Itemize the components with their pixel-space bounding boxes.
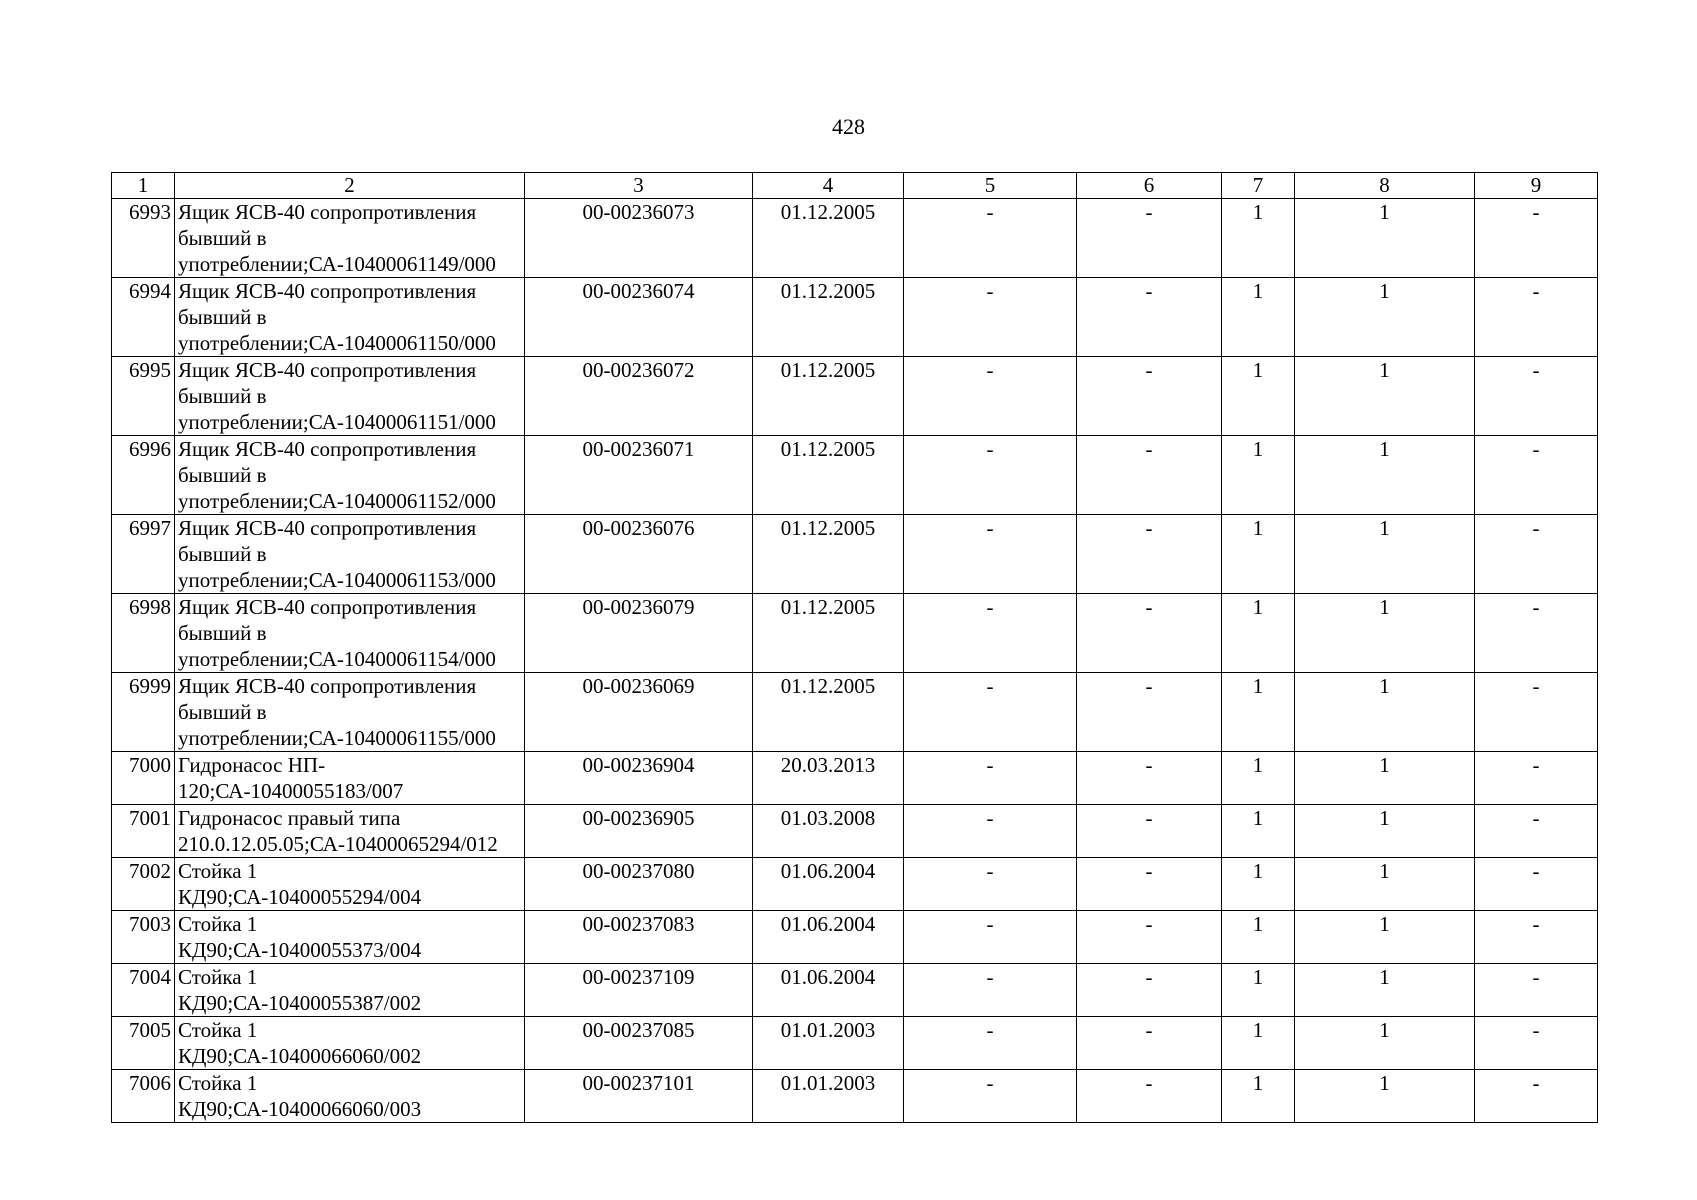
item-name-line: Ящик ЯСВ-40 сопропротивления	[178, 595, 477, 619]
row-number-cell: 6995	[112, 357, 175, 436]
item-name-line: Ящик ЯСВ-40 сопропротивления	[178, 200, 477, 224]
column-6-cell: -	[1077, 858, 1222, 911]
inventory-number-cell: 00-00236073	[525, 199, 753, 278]
row-number-cell: 6993	[112, 199, 175, 278]
column-9-cell: -	[1475, 515, 1598, 594]
item-name-line: Стойка 1	[178, 1071, 258, 1095]
item-name-line: Ящик ЯСВ-40 сопропротивления	[178, 674, 477, 698]
table-body	[112, 199, 1598, 1123]
date-cell: 01.12.2005	[753, 357, 904, 436]
column-5-cell: -	[904, 673, 1077, 752]
column-6-cell: -	[1077, 752, 1222, 805]
column-6-cell: -	[1077, 1070, 1222, 1123]
inventory-number-cell: 00-00237080	[525, 858, 753, 911]
column-5-cell: -	[904, 199, 1077, 278]
column-9-cell: -	[1475, 673, 1598, 752]
inventory-number-cell: 00-00236071	[525, 436, 753, 515]
item-name-cell	[175, 1070, 525, 1123]
table-row	[112, 911, 1598, 964]
column-8-cell: 1	[1295, 1070, 1475, 1123]
column-7-cell: 1	[1222, 752, 1295, 805]
column-header-5: 5	[904, 173, 1077, 199]
row-number-cell: 6999	[112, 673, 175, 752]
inventory-number-cell: 00-00236904	[525, 752, 753, 805]
column-8-cell: 1	[1295, 278, 1475, 357]
column-8-cell: 1	[1295, 673, 1475, 752]
registry-table	[111, 172, 1598, 1123]
column-header-2: 2	[175, 173, 525, 199]
column-6-cell: -	[1077, 436, 1222, 515]
column-9-cell: -	[1475, 357, 1598, 436]
table-row	[112, 278, 1598, 357]
row-number-cell: 7001	[112, 805, 175, 858]
row-number-cell: 6996	[112, 436, 175, 515]
column-5-cell: -	[904, 436, 1077, 515]
column-8-cell: 1	[1295, 594, 1475, 673]
column-5-cell: -	[904, 278, 1077, 357]
item-name-line: бывший в	[178, 384, 267, 408]
item-name-line: КД90;СА-10400055373/004	[178, 938, 422, 962]
column-7-cell: 1	[1222, 805, 1295, 858]
column-8-cell: 1	[1295, 911, 1475, 964]
item-name-line: употреблении;СА-10400061152/000	[178, 489, 496, 513]
column-9-cell: -	[1475, 594, 1598, 673]
row-number-cell: 7000	[112, 752, 175, 805]
column-7-cell: 1	[1222, 357, 1295, 436]
column-header-1: 1	[112, 173, 175, 199]
date-cell: 01.01.2003	[753, 1070, 904, 1123]
inventory-number-cell: 00-00236069	[525, 673, 753, 752]
item-name-line: Ящик ЯСВ-40 сопропротивления	[178, 437, 477, 461]
item-name-line: КД90;СА-10400055294/004	[178, 885, 422, 909]
column-6-cell: -	[1077, 1017, 1222, 1070]
item-name-line: КД90;СА-10400066060/003	[178, 1097, 422, 1121]
column-8-cell: 1	[1295, 805, 1475, 858]
row-number-cell: 6994	[112, 278, 175, 357]
column-6-cell: -	[1077, 515, 1222, 594]
column-9-cell: -	[1475, 858, 1598, 911]
inventory-number-cell: 00-00236905	[525, 805, 753, 858]
column-8-cell: 1	[1295, 515, 1475, 594]
table-row	[112, 752, 1598, 805]
column-8-cell: 1	[1295, 357, 1475, 436]
column-7-cell: 1	[1222, 436, 1295, 515]
item-name-cell	[175, 1017, 525, 1070]
item-name-cell	[175, 357, 525, 436]
table-row	[112, 357, 1598, 436]
column-header-4: 4	[753, 173, 904, 199]
date-cell: 01.12.2005	[753, 515, 904, 594]
column-header-6: 6	[1077, 173, 1222, 199]
column-header-7: 7	[1222, 173, 1295, 199]
item-name-line: Ящик ЯСВ-40 сопропротивления	[178, 279, 477, 303]
row-number-cell: 7002	[112, 858, 175, 911]
item-name-line: Стойка 1	[178, 1018, 258, 1042]
table-row	[112, 515, 1598, 594]
column-7-cell: 1	[1222, 911, 1295, 964]
inventory-number-cell: 00-00236074	[525, 278, 753, 357]
column-8-cell: 1	[1295, 858, 1475, 911]
table-row	[112, 436, 1598, 515]
table-row	[112, 594, 1598, 673]
column-header-8: 8	[1295, 173, 1475, 199]
table-row	[112, 199, 1598, 278]
inventory-number-cell: 00-00237085	[525, 1017, 753, 1070]
item-name-line: употреблении;СА-10400061154/000	[178, 647, 496, 671]
column-5-cell: -	[904, 594, 1077, 673]
item-name-line: КД90;СА-10400055387/002	[178, 991, 422, 1015]
item-name-line: употреблении;СА-10400061151/000	[178, 410, 496, 434]
item-name-cell	[175, 199, 525, 278]
inventory-number-cell: 00-00237109	[525, 964, 753, 1017]
column-7-cell: 1	[1222, 1070, 1295, 1123]
column-5-cell: -	[904, 964, 1077, 1017]
table-row	[112, 1017, 1598, 1070]
item-name-line: КД90;СА-10400066060/002	[178, 1044, 422, 1068]
column-5-cell: -	[904, 858, 1077, 911]
item-name-cell	[175, 673, 525, 752]
item-name-line: употреблении;СА-10400061150/000	[178, 331, 496, 355]
inventory-number-cell: 00-00237083	[525, 911, 753, 964]
item-name-line: бывший в	[178, 621, 267, 645]
column-9-cell: -	[1475, 436, 1598, 515]
item-name-line: бывший в	[178, 305, 267, 329]
date-cell: 01.06.2004	[753, 858, 904, 911]
inventory-number-cell: 00-00236072	[525, 357, 753, 436]
row-number-cell: 7006	[112, 1070, 175, 1123]
column-6-cell: -	[1077, 594, 1222, 673]
item-name-line: Ящик ЯСВ-40 сопропротивления	[178, 358, 477, 382]
date-cell: 01.12.2005	[753, 436, 904, 515]
column-6-cell: -	[1077, 805, 1222, 858]
date-cell: 01.12.2005	[753, 594, 904, 673]
item-name-cell	[175, 805, 525, 858]
column-6-cell: -	[1077, 357, 1222, 436]
item-name-line: 120;СА-10400055183/007	[178, 779, 404, 803]
item-name-line: Ящик ЯСВ-40 сопропротивления	[178, 516, 477, 540]
item-name-line: употреблении;СА-10400061153/000	[178, 568, 496, 592]
item-name-line: бывший в	[178, 226, 267, 250]
item-name-cell	[175, 594, 525, 673]
date-cell: 01.06.2004	[753, 964, 904, 1017]
item-name-line: употреблении;СА-10400061149/000	[178, 252, 496, 276]
column-9-cell: -	[1475, 964, 1598, 1017]
date-cell: 01.12.2005	[753, 278, 904, 357]
column-7-cell: 1	[1222, 964, 1295, 1017]
date-cell: 01.12.2005	[753, 673, 904, 752]
column-6-cell: -	[1077, 199, 1222, 278]
table-row	[112, 858, 1598, 911]
inventory-number-cell: 00-00236076	[525, 515, 753, 594]
column-6-cell: -	[1077, 673, 1222, 752]
column-9-cell: -	[1475, 911, 1598, 964]
column-header-9: 9	[1475, 173, 1598, 199]
date-cell: 20.03.2013	[753, 752, 904, 805]
inventory-number-cell: 00-00236079	[525, 594, 753, 673]
date-cell: 01.12.2005	[753, 199, 904, 278]
item-name-line: бывший в	[178, 700, 267, 724]
item-name-line: Стойка 1	[178, 912, 258, 936]
column-9-cell: -	[1475, 1017, 1598, 1070]
column-5-cell: -	[904, 515, 1077, 594]
item-name-cell	[175, 278, 525, 357]
column-7-cell: 1	[1222, 594, 1295, 673]
column-7-cell: 1	[1222, 858, 1295, 911]
column-6-cell: -	[1077, 911, 1222, 964]
row-number-cell: 7003	[112, 911, 175, 964]
item-name-line: Стойка 1	[178, 965, 258, 989]
item-name-line: бывший в	[178, 463, 267, 487]
column-7-cell: 1	[1222, 673, 1295, 752]
row-number-cell: 7004	[112, 964, 175, 1017]
row-number-cell: 6998	[112, 594, 175, 673]
item-name-cell	[175, 436, 525, 515]
table-row	[112, 1070, 1598, 1123]
date-cell: 01.03.2008	[753, 805, 904, 858]
item-name-cell	[175, 752, 525, 805]
column-5-cell: -	[904, 911, 1077, 964]
item-name-cell	[175, 515, 525, 594]
table-row	[112, 805, 1598, 858]
table-row	[112, 673, 1598, 752]
column-8-cell: 1	[1295, 964, 1475, 1017]
column-7-cell: 1	[1222, 515, 1295, 594]
row-number-cell: 6997	[112, 515, 175, 594]
item-name-line: бывший в	[178, 542, 267, 566]
column-8-cell: 1	[1295, 1017, 1475, 1070]
item-name-line: Гидронасос НП-	[178, 753, 326, 777]
column-8-cell: 1	[1295, 436, 1475, 515]
column-7-cell: 1	[1222, 199, 1295, 278]
column-5-cell: -	[904, 752, 1077, 805]
column-number-row	[112, 173, 1598, 199]
item-name-line: Стойка 1	[178, 859, 258, 883]
column-8-cell: 1	[1295, 199, 1475, 278]
item-name-line: 210.0.12.05.05;СА-10400065294/012	[178, 832, 498, 856]
column-5-cell: -	[904, 357, 1077, 436]
column-header-3: 3	[525, 173, 753, 199]
column-6-cell: -	[1077, 278, 1222, 357]
column-5-cell: -	[904, 1017, 1077, 1070]
page-number: 428	[832, 114, 865, 139]
column-9-cell: -	[1475, 199, 1598, 278]
column-7-cell: 1	[1222, 1017, 1295, 1070]
table-row	[112, 964, 1598, 1017]
column-9-cell: -	[1475, 805, 1598, 858]
column-9-cell: -	[1475, 1070, 1598, 1123]
column-6-cell: -	[1077, 964, 1222, 1017]
item-name-line: Гидронасос правый типа	[178, 806, 401, 830]
column-5-cell: -	[904, 1070, 1077, 1123]
item-name-cell	[175, 964, 525, 1017]
date-cell: 01.01.2003	[753, 1017, 904, 1070]
column-7-cell: 1	[1222, 278, 1295, 357]
item-name-cell	[175, 911, 525, 964]
item-name-cell	[175, 858, 525, 911]
column-9-cell: -	[1475, 752, 1598, 805]
item-name-line: употреблении;СА-10400061155/000	[178, 726, 496, 750]
date-cell: 01.06.2004	[753, 911, 904, 964]
column-5-cell: -	[904, 805, 1077, 858]
column-8-cell: 1	[1295, 752, 1475, 805]
column-9-cell: -	[1475, 278, 1598, 357]
inventory-number-cell: 00-00237101	[525, 1070, 753, 1123]
row-number-cell: 7005	[112, 1017, 175, 1070]
